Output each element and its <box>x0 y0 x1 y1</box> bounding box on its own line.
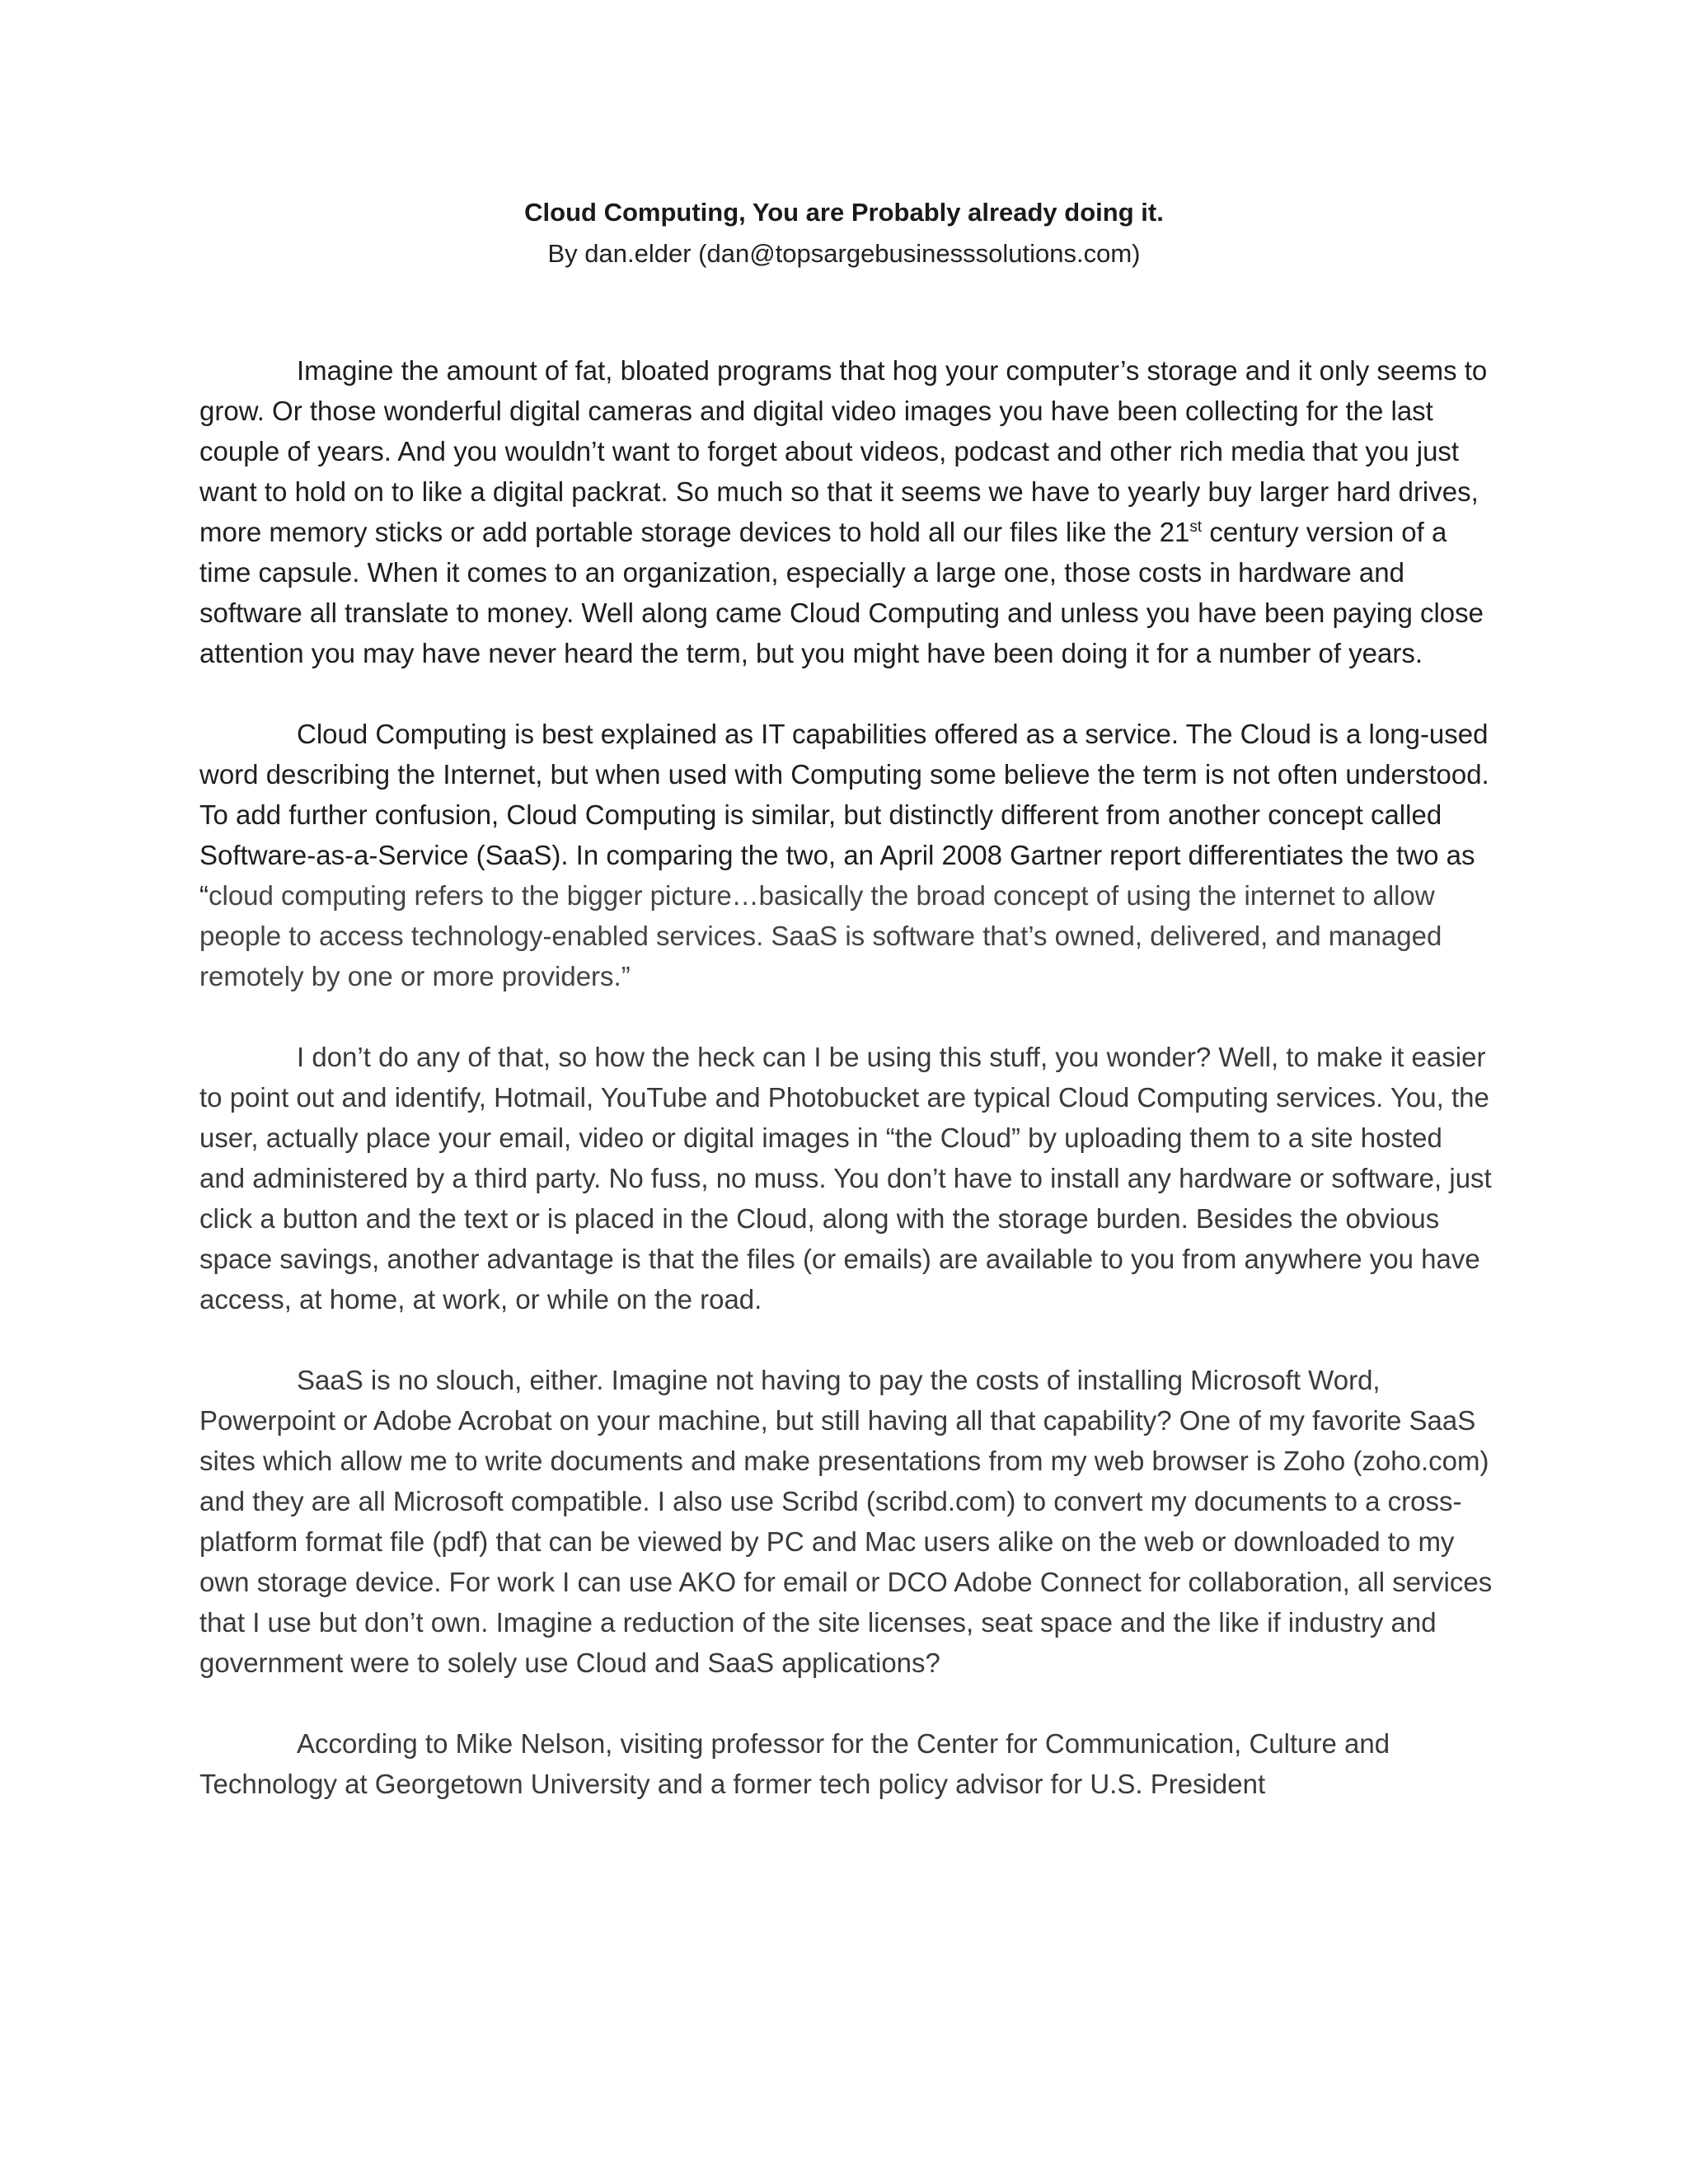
superscript-st: st <box>1189 518 1203 536</box>
paragraph-2 <box>199 714 1493 996</box>
paragraph-1-text-continued: century version of a time capsule. When it comes to an organization, especially a large one, those costs in hardware and software all translate to money. Well along came Cloud Computing and unless you have been paying close attention you may have never heard the term, but you might have been doing it for a number of years. <box>199 517 1484 668</box>
gartner-quote: cloud computing refers to the bigger picture…basically the broad concept of using the internet to allow people to access technology-enabled services. SaaS is software that’s owned, delivered, and managed remotely by one or more providers.” <box>199 880 1442 991</box>
paragraph-5 <box>199 1723 1493 1804</box>
paragraph-1-text: Imagine the amount of fat, bloated programs that hog your computer’s storage and it only seems to grow. Or those wonderful digital cameras and digital video images you have been collecting for the last couple of years. And you wouldn’t want to forget about videos, podcast and other rich media that you just want to hold on to like a digital packrat. So much so that it seems we have to yearly buy larger hard drives, more memory sticks or add portable storage devices to hold all our files like the 21 <box>199 355 1488 547</box>
document-byline: By dan.elder (dan@topsargebusinesssolutions.com) <box>547 239 1141 268</box>
paragraph-4-text: SaaS is no slouch, either. Imagine not having to pay the costs of installing Microsoft Word, Powerpoint or Adobe Acrobat on your machine, but still having all that capability? One of my favorite SaaS sites which allow me to write documents and make presentations from my web browser is Zoho (zoho.com) and they are all Microsoft compatible. I also use Scribd (scribd.com) to convert my documents to a cross-platform format file (pdf) that can be viewed by PC and Mac users alike on the web or downloaded to my own storage device. For work I can use AKO for email or DCO Adobe Connect for collaboration, all services that I use but don’t own. Imagine a reduction of the site licenses, seat space and the like if industry and government were to solely use Cloud and SaaS applications? <box>199 1365 1493 1678</box>
paragraph-3-text: I don’t do any of that, so how the heck can I be using this stuff, you wonder? Well, to make it easier to point out and identify, Hotmail, YouTube and Photobucket are typical Cloud Computing services. You, the user, actually place your email, video or digital images in “the Cloud” by uploading them to a site hosted and administered by a third party. No fuss, no muss. You don’t have to install any hardware or software, just click a button and the text or is placed in the Cloud, along with the storage burden. Besides the obvious space savings, another advantage is that the files (or emails) are available to you from anywhere you have access, at home, at work, or while on the road. <box>199 1042 1492 1315</box>
document-title: Cloud Computing, You are Probably already doing it. <box>524 198 1164 227</box>
paragraph-3 <box>199 1037 1493 1319</box>
document-body <box>199 350 1493 1844</box>
paragraph-1 <box>199 350 1493 673</box>
paragraph-2-text: Cloud Computing is best explained as IT capabilities offered as a service. The Cloud is a long-used word describing the Internet, but when used with Computing some believe the term is not often understood. To add further confusion, Cloud Computing is similar, but distinctly different from another concept called Software-as-a-Service (SaaS). In comparing the two, an April 2008 Gartner report differentiates the two as “ <box>199 719 1489 911</box>
paragraph-4 <box>199 1360 1493 1683</box>
paragraph-5-text: According to Mike Nelson, visiting professor for the Center for Communication, Culture and Technology at Georgetown University and a former tech policy advisor for U.S. President <box>199 1728 1390 1799</box>
